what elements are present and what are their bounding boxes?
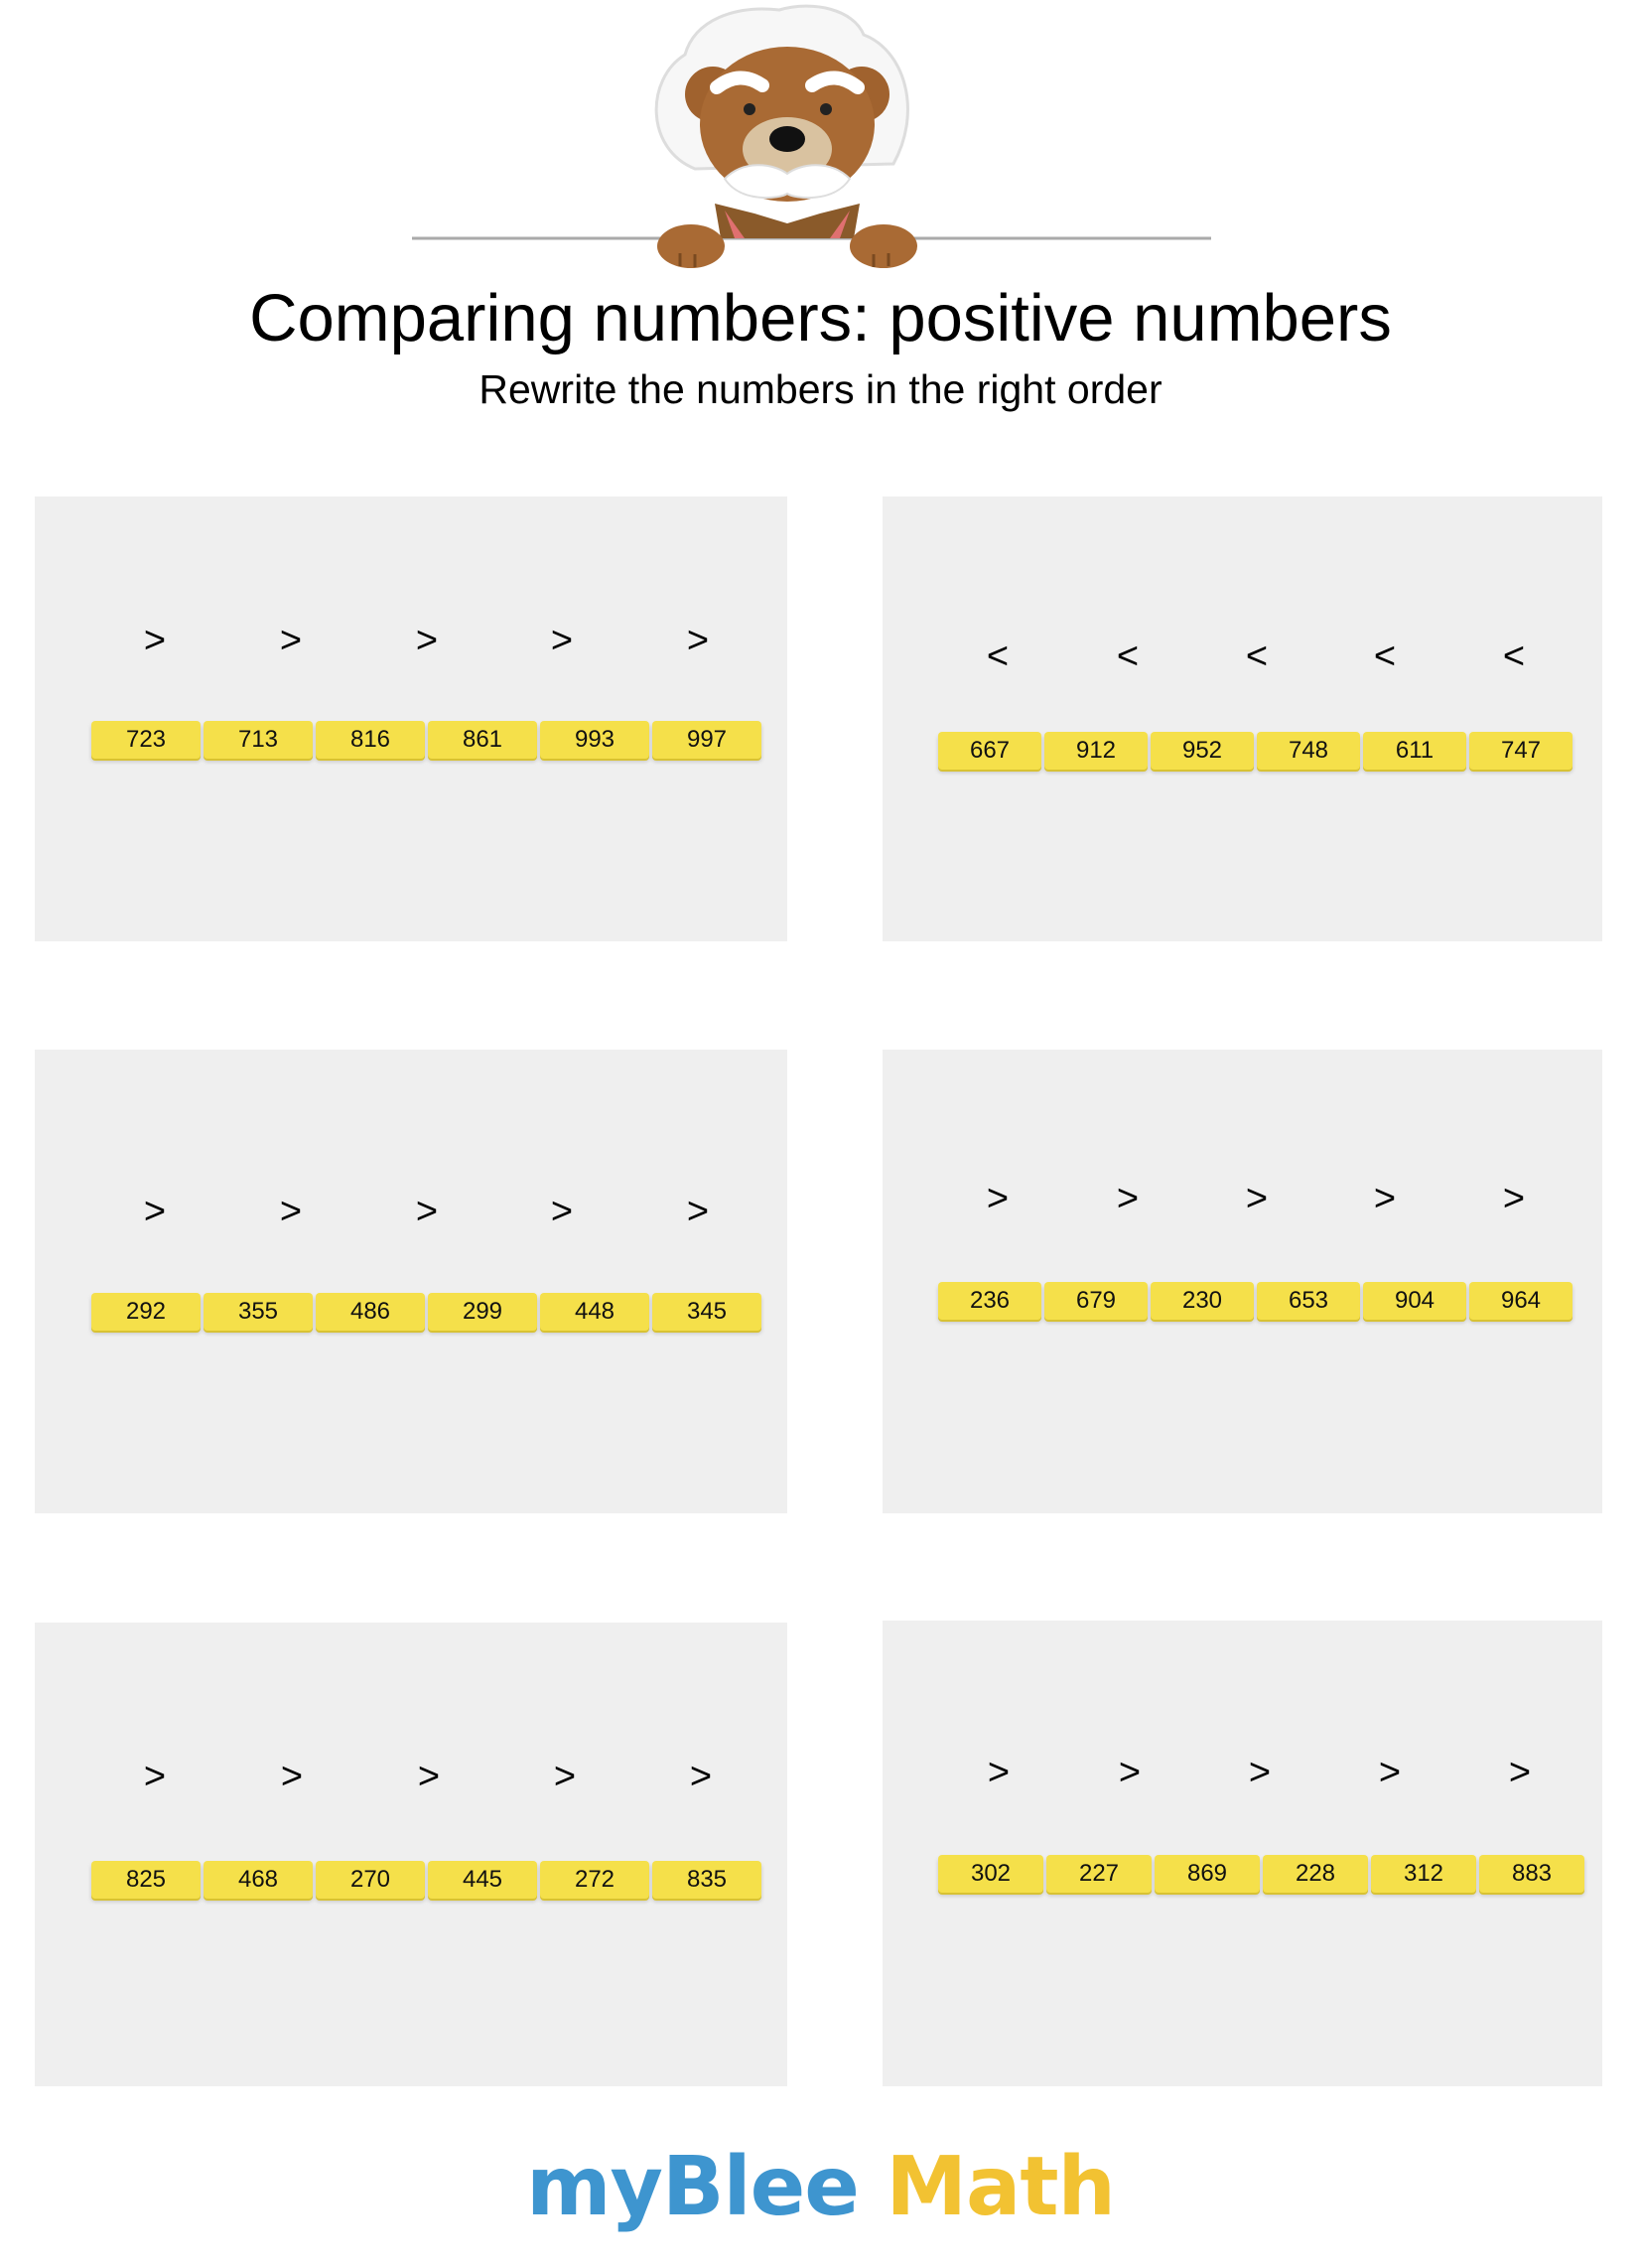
comparison-symbol: > <box>1373 1178 1397 1219</box>
comparison-symbols <box>35 1747 787 1806</box>
number-tile[interactable]: 445 <box>428 1861 537 1899</box>
number-tile[interactable]: 272 <box>540 1861 649 1899</box>
page-subtitle: Rewrite the numbers in the right order <box>479 366 1162 412</box>
exercise-panel-1 <box>35 496 787 941</box>
number-tile[interactable]: 292 <box>91 1293 201 1331</box>
number-tile[interactable]: 611 <box>1363 732 1466 770</box>
comparison-symbol: > <box>987 1752 1011 1793</box>
number-tile[interactable]: 486 <box>316 1293 425 1331</box>
comparison-symbol: < <box>1116 636 1140 677</box>
comparison-symbol: > <box>1248 1752 1272 1793</box>
number-tile[interactable]: 748 <box>1257 732 1360 770</box>
comparison-symbol: > <box>986 1178 1010 1219</box>
comparison-symbol: > <box>550 620 574 661</box>
number-tile[interactable]: 997 <box>652 721 761 759</box>
comparison-symbol: > <box>1378 1752 1402 1793</box>
comparison-symbol: < <box>1245 636 1269 677</box>
number-tile[interactable]: 667 <box>938 732 1041 770</box>
comparison-symbol: > <box>143 1191 167 1232</box>
comparison-symbol: > <box>550 1191 574 1232</box>
number-tile[interactable]: 345 <box>652 1293 761 1331</box>
comparison-symbol: > <box>279 1191 303 1232</box>
comparison-symbol: > <box>686 620 710 661</box>
comparison-symbol: > <box>1245 1178 1269 1219</box>
number-tile[interactable]: 993 <box>540 721 649 759</box>
number-tile[interactable]: 964 <box>1469 1282 1573 1320</box>
bear-mascot-illustration <box>397 0 1231 273</box>
number-tile[interactable]: 869 <box>1155 1855 1260 1893</box>
comparison-symbol: > <box>553 1756 577 1797</box>
comparison-symbol: > <box>1502 1178 1526 1219</box>
comparison-symbol: > <box>280 1756 304 1797</box>
myblee-math-logo <box>0 2140 1641 2234</box>
comparison-symbol: > <box>143 620 167 661</box>
number-tile[interactable]: 230 <box>1151 1282 1254 1320</box>
comparison-symbol: > <box>415 1191 439 1232</box>
exercise-panel-3 <box>35 1050 787 1513</box>
comparison-symbol: > <box>1116 1178 1140 1219</box>
comparison-symbols <box>35 1182 787 1241</box>
comparison-symbol: < <box>1373 636 1397 677</box>
number-tile[interactable]: 299 <box>428 1293 537 1331</box>
exercise-panel-2 <box>883 496 1602 941</box>
comparison-symbol: < <box>1502 636 1526 677</box>
number-tile[interactable]: 904 <box>1363 1282 1466 1320</box>
number-tile[interactable]: 302 <box>938 1855 1043 1893</box>
number-tiles <box>91 1861 761 1899</box>
number-tile[interactable]: 816 <box>316 721 425 759</box>
exercise-panel-6 <box>883 1621 1602 2086</box>
number-tile[interactable]: 861 <box>428 721 537 759</box>
number-tile[interactable]: 747 <box>1469 732 1573 770</box>
number-tile[interactable]: 653 <box>1257 1282 1360 1320</box>
number-tile[interactable]: 227 <box>1046 1855 1152 1893</box>
number-tiles <box>938 1282 1573 1320</box>
number-tile[interactable]: 312 <box>1371 1855 1476 1893</box>
number-tiles <box>91 1293 761 1331</box>
page-title: Comparing numbers: positive numbers <box>249 281 1392 355</box>
number-tiles <box>938 732 1573 770</box>
exercise-panel-4 <box>883 1050 1602 1513</box>
number-tile[interactable]: 448 <box>540 1293 649 1331</box>
comparison-symbols <box>883 627 1602 686</box>
comparison-symbol: > <box>1508 1752 1532 1793</box>
number-tiles <box>938 1855 1584 1893</box>
number-tile[interactable]: 270 <box>316 1861 425 1899</box>
comparison-symbols <box>883 1169 1602 1228</box>
comparison-symbol: > <box>689 1756 713 1797</box>
comparison-symbol: > <box>1118 1752 1142 1793</box>
exercise-panel-5 <box>35 1623 787 2086</box>
comparison-symbol: > <box>415 620 439 661</box>
comparison-symbol: > <box>686 1191 710 1232</box>
comparison-symbol: > <box>417 1756 441 1797</box>
number-tile[interactable]: 723 <box>91 721 201 759</box>
number-tile[interactable]: 236 <box>938 1282 1041 1320</box>
comparison-symbol: < <box>986 636 1010 677</box>
comparison-symbols <box>883 1743 1602 1802</box>
number-tile[interactable]: 713 <box>204 721 313 759</box>
logo-part-myblee: myBlee <box>526 2140 859 2234</box>
number-tile[interactable]: 679 <box>1044 1282 1148 1320</box>
number-tiles <box>91 721 761 759</box>
number-tile[interactable]: 825 <box>91 1861 201 1899</box>
comparison-symbol: > <box>279 620 303 661</box>
number-tile[interactable]: 355 <box>204 1293 313 1331</box>
number-tile[interactable]: 228 <box>1263 1855 1368 1893</box>
comparison-symbol: > <box>143 1756 167 1797</box>
number-tile[interactable]: 835 <box>652 1861 761 1899</box>
logo-part-math: Math <box>886 2140 1115 2234</box>
number-tile[interactable]: 468 <box>204 1861 313 1899</box>
number-tile[interactable]: 912 <box>1044 732 1148 770</box>
number-tile[interactable]: 883 <box>1479 1855 1584 1893</box>
comparison-symbols <box>35 611 787 670</box>
number-tile[interactable]: 952 <box>1151 732 1254 770</box>
